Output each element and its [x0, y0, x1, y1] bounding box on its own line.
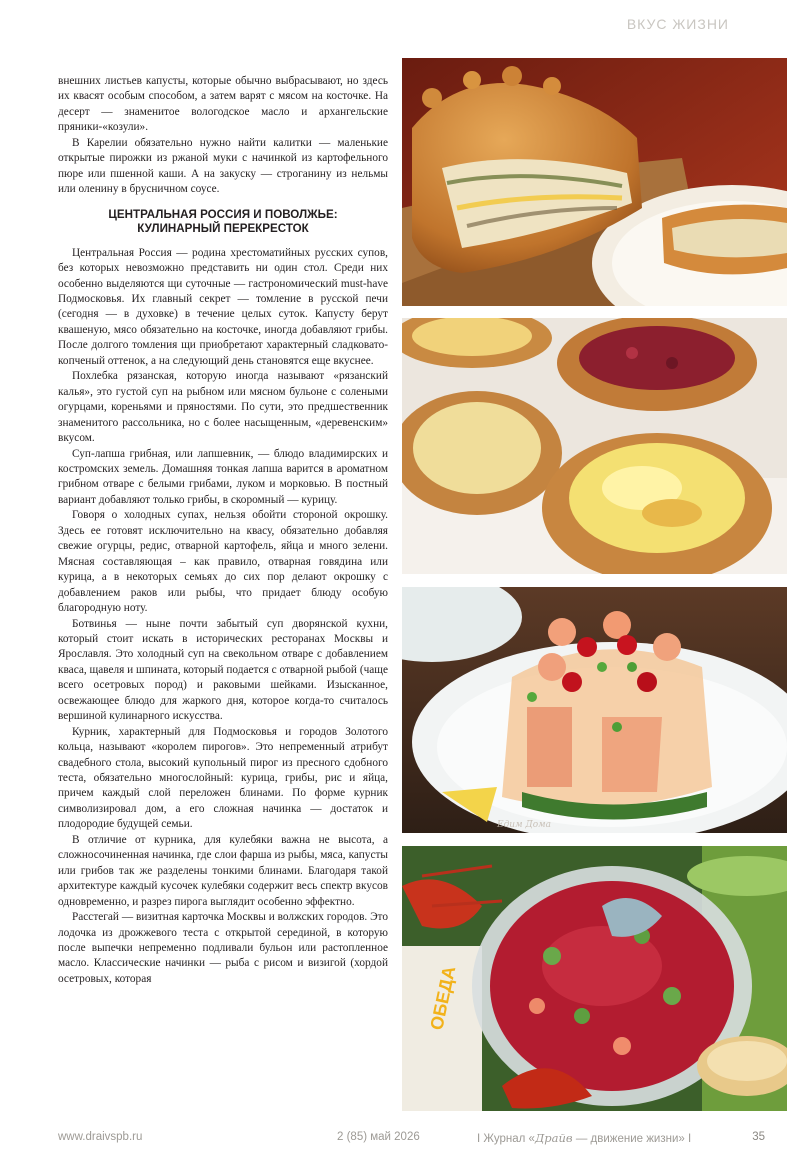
kulebyaka-photo [402, 58, 787, 306]
section-heading [58, 208, 388, 237]
aspic-watermark: Едим Дома [497, 820, 551, 830]
journal-title-suffix: — движение жизни» I [572, 1133, 692, 1145]
journal-title-script: Драйв [534, 1131, 573, 1145]
article-body [58, 74, 388, 987]
packaging-text: ОБЕДА [426, 964, 460, 1032]
article-paragraph: В отличие от курника, для кулебяки важна не высота, а сложносочиненная начинка, где слои фарша из рыбы, мяса, капусты или грибов так же разделены тонкими блинами. Благодаря такой архитектуре каждый кусочек кулебяки содержит весь спектр вкусов одновременно, и разрез пирога выглядит особенно эффектно. [58, 833, 388, 908]
site-link[interactable]: www.draivspb.ru [58, 1131, 143, 1143]
section-heading-line: ЦЕНТРАЛЬНАЯ РОССИЯ И ПОВОЛЖЬЕ: [108, 207, 338, 221]
article-paragraph: внешних листьев капусты, которые обычно выбрасывают, но здесь их квасят особым способом, а затем варят с мясом на косточке. На десерт — знаменитое вологодское масло и архангельские пряники-«козули». [58, 75, 388, 134]
journal-title-prefix: I Журнал « [477, 1133, 535, 1145]
article-paragraph: Расстегай — визитная карточка Москвы и волжских городов. Это лодочка из дрожжевого теста с открытой серединой, в которую после выпечки непременно подливали бульон или растопленное масло. Классические начинки — рыба с рисом и визигой (хордой осетровых, которая [58, 911, 388, 985]
article-paragraph: Суп-лапша грибная, или лапшевник, — блюдо владимирских и костромских земель. Домашняя тонкая лапша варится в ароматном грибном отваре с белыми грибами, луком и морковью. В постный вариант добавляют только грибы, в скоромный — курицу. [58, 447, 388, 506]
page-number: 35 [752, 1131, 765, 1143]
article-paragraph: Курник, характерный для Подмосковья и городов Золотого кольца, называют «королем пирогов». Это непременный атрибут свадебного стола, высокий купольный пирог из пресного сдобного теста, обязательно многослойный: курица, грибы, рис и яйца, причем каждый слой переложен блинами. По форме курник символизировал дом, а его сложная начинка — достаток и плодородие будущей семьи. [58, 725, 388, 831]
open-pies-photo [402, 318, 787, 574]
journal-title [477, 1131, 691, 1145]
article-paragraph: Говоря о холодных супах, нельзя обойти стороной окрошку. Здесь ее готовят исключительно на квасу, обязательно добавляя свежие огурцы, редис, отварной картофель, яйца и много зелени. Мясная составляющая – как правило, отварная говядина или курица, а в некоторых семьях до сих пор делают окрошку с добавлением раков или рыбы, что придает блюду особую благородную ноту. [58, 509, 388, 615]
botvinya-photo [402, 846, 787, 1111]
issue-number: 2 (85) май 2026 [337, 1131, 420, 1143]
page-footer [58, 1131, 765, 1147]
fish-aspic-photo [402, 587, 787, 833]
article-paragraph: Ботвинья — ныне почти забытый суп дворянской кухни, который стоит искать в исторических ресторанах Москвы и Ярославля. Это холодный суп на свекольном отваре с добавлением кваса, щавеля и шпината, который подается с отварной рыбой (чаще всего осетровых пород) и раковыми шейками. Изысканное, освежающее блюдо для жаркого дня, которое когда-то считалось вершиной кулинарного искусства. [58, 617, 388, 723]
article-paragraph: Похлебка рязанская, которую иногда называют «рязанский калья», это густой суп на рыбном или мясном бульоне с солеными огурцами, кореньями и пряностями. По сути, это предшественник знаменитого рассольника, но с более насыщенным, «деревенским» вкусом. [58, 370, 388, 445]
section-tag: ВКУС ЖИЗНИ [626, 16, 729, 32]
section-heading-line: КУЛИНАРНЫЙ ПЕРЕКРЕСТОК [137, 222, 309, 236]
article-paragraph: В Карелии обязательно нужно найти калитки — маленькие открытые пирожки из ржаной муки с начинкой из картофельного пюре или пшенной каши. А на закуску — строганину из нельмы или оленину в брусничном соусе. [58, 136, 388, 196]
article-paragraph: Центральная Россия — родина хрестоматийных русских супов, без которых невозможно представить ни один стол. Среди них особенно выделяются щи суточные — гастрономический must-have Подмосковья. Их главный секрет — томление в русской печи (сегодня — в духовке) в течение целых суток. Капусту берут квашеную, мясо обязательно на косточке, иногда добавляют грибы. После долгого томления щи приобретают характерный сладковато-копченый оттенок, а на следующий день становятся еще вкуснее. [58, 246, 388, 367]
